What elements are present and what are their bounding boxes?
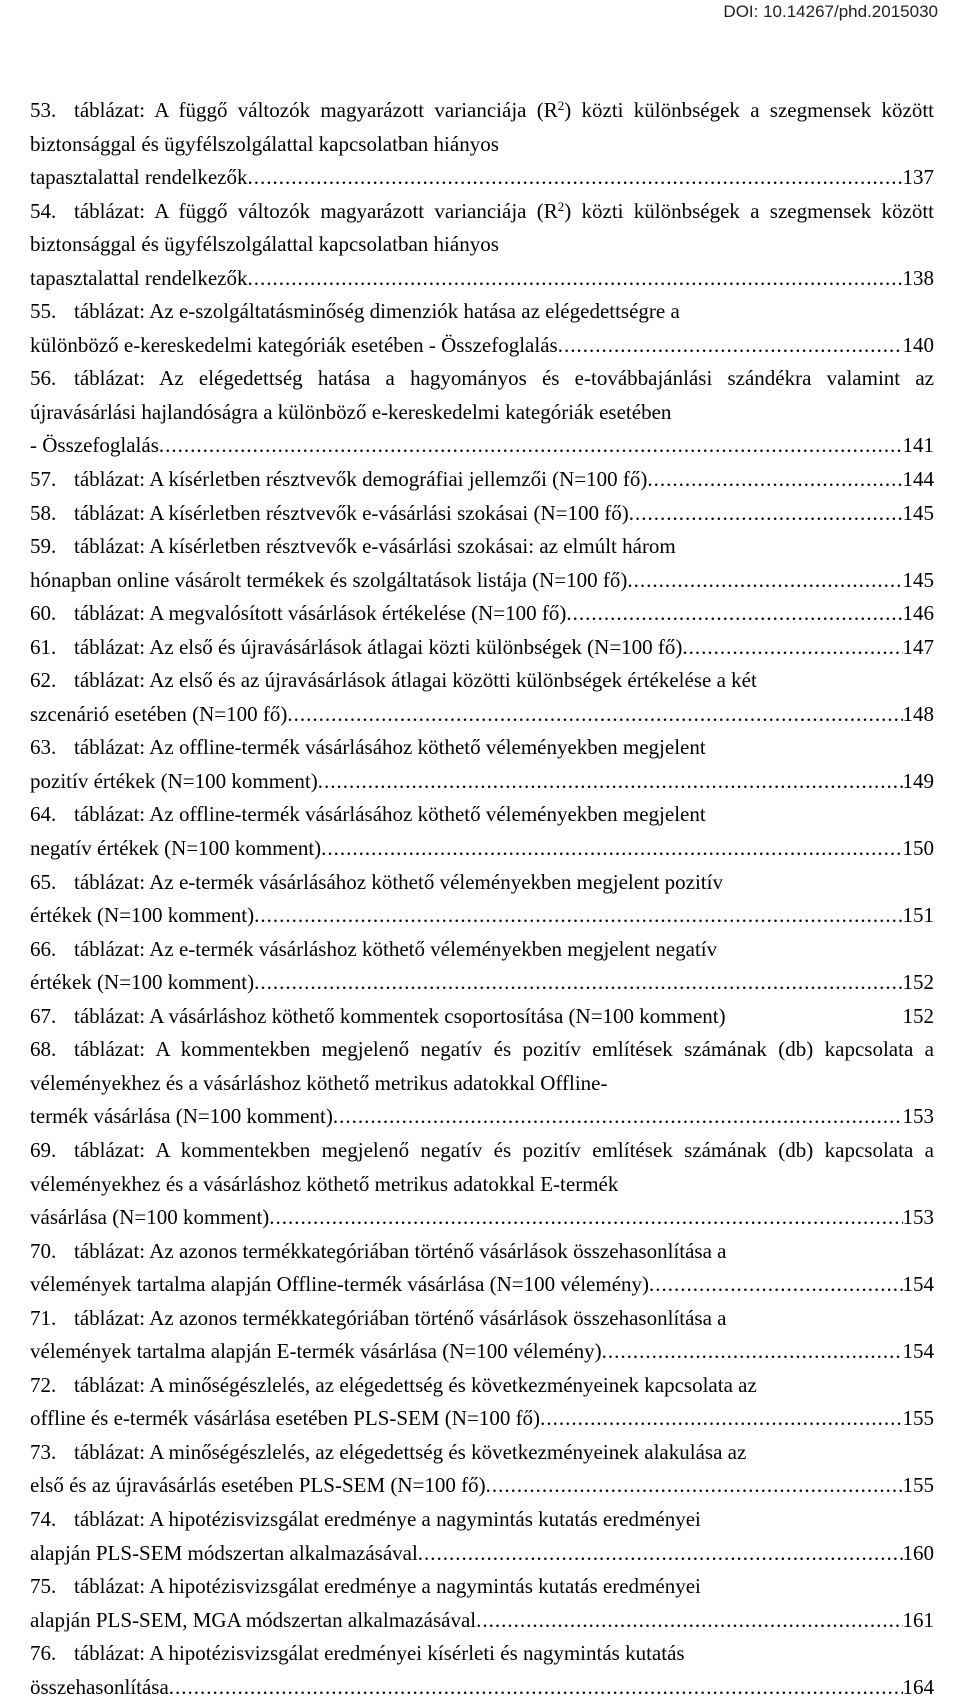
entry-last-line bbox=[30, 832, 934, 866]
entry-text: táblázat: A vásárláshoz köthető kommentek csoportosítása (N=100 komment) bbox=[74, 1003, 726, 1028]
entry-number: 67. bbox=[30, 1003, 57, 1028]
entry-text: különböző e-kereskedelmi kategóriák esetében - Összefoglalás bbox=[30, 332, 558, 357]
dot-leader bbox=[476, 1604, 902, 1638]
dot-leader bbox=[254, 899, 902, 933]
entry-last-line bbox=[30, 631, 934, 665]
entry-text: táblázat: A kísérletben résztvevők e-vásárlási szokásai: az elmúlt három bbox=[74, 534, 676, 559]
page-number[interactable]: 149 bbox=[902, 768, 934, 793]
toc-entry[interactable] bbox=[30, 1637, 934, 1704]
entry-title-end bbox=[30, 899, 254, 933]
entry-last-line bbox=[30, 1268, 934, 1302]
entry-last-line bbox=[30, 765, 934, 799]
entry-last-line bbox=[30, 1671, 934, 1704]
entry-title-end bbox=[30, 1100, 333, 1134]
entry-text: vélemények tartalma alapján Offline-termék vásárlása (N=100 vélemény) bbox=[30, 1272, 650, 1297]
entry-text: táblázat: A megvalósított vásárlások értékelése (N=100 fő) bbox=[74, 601, 567, 626]
page-number[interactable]: 154 bbox=[902, 1272, 934, 1297]
entry-number: 62. bbox=[30, 668, 57, 693]
entry-text: tapasztalattal rendelkezők bbox=[30, 165, 248, 190]
entry-text: táblázat: Az offline-termék vásárlásához köthető véleményekben megjelent bbox=[74, 735, 706, 760]
entry-text: alapján PLS-SEM módszertan alkalmazásával bbox=[30, 1540, 418, 1565]
entry-title bbox=[30, 798, 934, 832]
entry-text: táblázat: A függő változók magyarázott varianciája (R bbox=[74, 198, 558, 223]
entry-text: - Összefoglalás bbox=[30, 433, 159, 458]
dot-leader bbox=[627, 564, 902, 598]
entry-text: vásárlása (N=100 komment) bbox=[30, 1205, 270, 1230]
entry-last-line bbox=[30, 1604, 934, 1638]
page-number[interactable]: 155 bbox=[902, 1406, 934, 1431]
dot-leader bbox=[247, 161, 902, 195]
toc-entry[interactable] bbox=[30, 1235, 934, 1302]
toc-entry[interactable] bbox=[30, 1033, 934, 1134]
entry-title bbox=[30, 362, 934, 429]
entry-number: 76. bbox=[30, 1641, 57, 1666]
dot-leader bbox=[287, 698, 902, 732]
page-number[interactable]: 150 bbox=[902, 836, 934, 861]
dot-leader bbox=[159, 429, 903, 463]
entry-number: 61. bbox=[30, 634, 57, 659]
entry-text: táblázat: A függő változók magyarázott varianciája (R bbox=[74, 98, 558, 122]
dot-leader bbox=[269, 1201, 902, 1235]
entry-number: 57. bbox=[30, 467, 57, 492]
entry-number: 68. bbox=[30, 1037, 57, 1062]
entry-number: 55. bbox=[30, 299, 57, 324]
entry-title-end bbox=[30, 698, 287, 732]
entry-title bbox=[30, 866, 934, 900]
entry-last-line bbox=[30, 1469, 934, 1503]
entry-number: 69. bbox=[30, 1137, 57, 1162]
dot-leader bbox=[321, 832, 902, 866]
entry-text: táblázat: Az azonos termékkategóriában történő vásárlások összehasonlítása a bbox=[74, 1238, 727, 1263]
entry-title-end bbox=[30, 564, 627, 598]
toc-entry[interactable] bbox=[30, 530, 934, 597]
toc-entry[interactable] bbox=[30, 463, 934, 497]
entry-title bbox=[30, 1436, 934, 1470]
entry-text: szcenárió esetében (N=100 fő) bbox=[30, 701, 288, 726]
page-number[interactable]: 144 bbox=[902, 467, 934, 492]
entry-number: 66. bbox=[30, 936, 57, 961]
entry-last-line bbox=[30, 1402, 934, 1436]
entry-last-line bbox=[30, 1201, 934, 1235]
page-number[interactable]: 161 bbox=[902, 1607, 934, 1632]
page-number[interactable]: 160 bbox=[902, 1540, 934, 1565]
entry-text: táblázat: A kísérletben résztvevők demográfiai jellemzői (N=100 fő) bbox=[74, 467, 648, 492]
dot-leader bbox=[682, 631, 902, 665]
entry-title bbox=[30, 1033, 934, 1100]
dot-leader bbox=[254, 966, 902, 1000]
toc-entry[interactable] bbox=[30, 295, 934, 362]
page-number[interactable]: 146 bbox=[902, 601, 934, 626]
entry-title bbox=[30, 933, 934, 967]
toc-entry[interactable] bbox=[30, 497, 934, 531]
superscript: 2 bbox=[557, 198, 565, 214]
toc-entry[interactable] bbox=[30, 1369, 934, 1436]
entry-title bbox=[30, 1134, 934, 1201]
page-number[interactable]: 152 bbox=[902, 1003, 934, 1028]
entry-text: pozitív értékek (N=100 komment) bbox=[30, 768, 318, 793]
entry-title-end bbox=[30, 463, 647, 497]
dot-leader bbox=[540, 1402, 902, 1436]
entry-last-line bbox=[30, 698, 934, 732]
entry-number: 71. bbox=[30, 1305, 57, 1330]
entry-number: 73. bbox=[30, 1439, 57, 1464]
entry-text: táblázat: A minőségészlelés, az elégedettség és következményeinek kapcsolata az bbox=[74, 1372, 757, 1397]
toc-entry[interactable] bbox=[30, 1503, 934, 1570]
dot-leader bbox=[566, 597, 902, 631]
page-number[interactable]: 138 bbox=[902, 265, 934, 290]
toc-entry[interactable] bbox=[30, 1436, 934, 1503]
entry-number: 53. bbox=[30, 98, 57, 122]
entry-last-line bbox=[30, 463, 934, 497]
entry-title-end bbox=[30, 631, 682, 665]
entry-text: táblázat: A kísérletben résztvevők e-vásárlási szokásai (N=100 fő) bbox=[74, 500, 629, 525]
entry-title bbox=[30, 295, 934, 329]
entry-text: első és az újravásárlás esetében PLS-SEM (N=100 fő) bbox=[30, 1473, 486, 1498]
entry-text: összehasonlítása bbox=[30, 1674, 169, 1699]
entry-text: táblázat: Az első és újravásárlások átlagai közti különbségek (N=100 fő) bbox=[74, 634, 683, 659]
dot-leader bbox=[602, 1335, 903, 1369]
entry-title bbox=[30, 530, 934, 564]
entry-number: 58. bbox=[30, 500, 57, 525]
entry-title-end bbox=[30, 262, 247, 296]
entry-number: 65. bbox=[30, 869, 57, 894]
entry-title-end bbox=[30, 1402, 540, 1436]
page-number[interactable]: 155 bbox=[902, 1473, 934, 1498]
entry-text: táblázat: Az azonos termékkategóriában történő vásárlások összehasonlítása a bbox=[74, 1305, 727, 1330]
page-number[interactable]: 164 bbox=[902, 1674, 934, 1699]
entry-title-end bbox=[30, 1000, 726, 1034]
toc-entry[interactable] bbox=[30, 94, 934, 195]
superscript: 2 bbox=[557, 98, 565, 113]
entry-text: vélemények tartalma alapján E-termék vásárlása (N=100 vélemény) bbox=[30, 1339, 602, 1364]
page-number[interactable]: 148 bbox=[902, 701, 934, 726]
page-number[interactable]: 153 bbox=[902, 1205, 934, 1230]
toc-entry[interactable] bbox=[30, 597, 934, 631]
toc-entry[interactable] bbox=[30, 195, 934, 296]
entry-text: táblázat: A kommentekben megjelenő negatív és pozitív említések számának (db) kapcsolata a véleményekhez és a vásárláshoz köthető metrikus adatokkal E-termék bbox=[30, 1137, 934, 1196]
page-number[interactable]: 137 bbox=[902, 165, 934, 190]
entry-last-line bbox=[30, 429, 934, 463]
list-of-tables bbox=[30, 94, 934, 1704]
entry-title-end bbox=[30, 1335, 602, 1369]
entry-number: 54. bbox=[30, 198, 57, 223]
dot-leader bbox=[318, 765, 903, 799]
entry-number: 59. bbox=[30, 534, 57, 559]
dot-leader bbox=[649, 1268, 902, 1302]
toc-entry[interactable] bbox=[30, 1302, 934, 1369]
entry-text: hónapban online vásárolt termékek és szolgáltatások listája (N=100 fő) bbox=[30, 567, 628, 592]
entry-number: 56. bbox=[30, 366, 57, 391]
toc-entry[interactable] bbox=[30, 664, 934, 731]
entry-text: értékek (N=100 komment) bbox=[30, 970, 255, 995]
entry-text: táblázat: Az első és az újravásárlások átlagai közötti különbségek értékelése a két bbox=[74, 668, 757, 693]
entry-last-line bbox=[30, 329, 934, 363]
entry-number: 64. bbox=[30, 802, 57, 827]
entry-text: tapasztalattal rendelkezők bbox=[30, 265, 248, 290]
page-number[interactable]: 152 bbox=[902, 970, 934, 995]
dot-leader bbox=[486, 1469, 903, 1503]
entry-last-line bbox=[30, 1100, 934, 1134]
entry-last-line bbox=[30, 899, 934, 933]
entry-title bbox=[30, 94, 934, 161]
entry-last-line bbox=[30, 497, 934, 531]
entry-title bbox=[30, 731, 934, 765]
page-number[interactable]: 153 bbox=[902, 1104, 934, 1129]
entry-number: 70. bbox=[30, 1238, 57, 1263]
entry-title-end bbox=[30, 1469, 486, 1503]
entry-number: 63. bbox=[30, 735, 57, 760]
entry-number: 75. bbox=[30, 1574, 57, 1599]
page-number[interactable]: 140 bbox=[902, 332, 934, 357]
entry-title-end bbox=[30, 1671, 169, 1704]
entry-title-end bbox=[30, 497, 629, 531]
entry-title-end bbox=[30, 966, 254, 1000]
entry-text: negatív értékek (N=100 komment) bbox=[30, 836, 322, 861]
page-number[interactable]: 154 bbox=[902, 1339, 934, 1364]
toc-entry[interactable] bbox=[30, 933, 934, 1000]
entry-text: táblázat: A minőségészlelés, az elégedettség és következményeinek alakulása az bbox=[74, 1439, 747, 1464]
entry-title bbox=[30, 1302, 934, 1336]
entry-title bbox=[30, 1637, 934, 1671]
entry-text: táblázat: Az offline-termék vásárlásához köthető véleményekben megjelent bbox=[74, 802, 706, 827]
toc-entry[interactable] bbox=[30, 631, 934, 665]
doi-header: DOI: 10.14267/phd.2015030 bbox=[723, 2, 938, 21]
entry-text: ) közti különbségek a szegmensek között biztonsággal és ügyfélszolgálattal kapcsolatban hiányos bbox=[30, 98, 935, 156]
entry-last-line bbox=[30, 597, 934, 631]
entry-title-end bbox=[30, 1268, 649, 1302]
page-number[interactable]: 145 bbox=[902, 567, 934, 592]
entry-text: ) közti különbségek a szegmensek között biztonsággal és ügyfélszolgálattal kapcsolatban hiányos bbox=[30, 198, 935, 257]
toc-entry[interactable] bbox=[30, 731, 934, 798]
entry-number: 72. bbox=[30, 1372, 57, 1397]
entry-title bbox=[30, 195, 934, 262]
dot-leader bbox=[558, 329, 903, 363]
entry-title-end bbox=[30, 429, 159, 463]
entry-last-line bbox=[30, 1000, 934, 1034]
entry-title-end bbox=[30, 161, 247, 195]
entry-last-line bbox=[30, 966, 934, 1000]
entry-text: táblázat: A kommentekben megjelenő negatív és pozitív említések számának (db) kapcsolata a véleményekhez és a vásárláshoz köthető metrikus adatokkal Offline- bbox=[30, 1037, 934, 1095]
entry-title bbox=[30, 1235, 934, 1269]
entry-last-line bbox=[30, 1537, 934, 1571]
entry-title-end bbox=[30, 329, 558, 363]
entry-last-line bbox=[30, 262, 934, 296]
toc-entry[interactable] bbox=[30, 1570, 934, 1637]
entry-title-end bbox=[30, 832, 321, 866]
toc-entry[interactable] bbox=[30, 1000, 934, 1034]
entry-text: táblázat: Az elégedettség hatása a hagyományos és e-továbbajánlási szándékra valamint az újravásárlási hajlandóságra a különböző e-kereskedelmi kategóriák esetében bbox=[30, 366, 934, 424]
entry-text: offline és e-termék vásárlása esetében PLS-SEM (N=100 fő) bbox=[30, 1406, 541, 1431]
dot-leader bbox=[247, 262, 902, 296]
entry-title-end bbox=[30, 1201, 269, 1235]
dot-leader bbox=[629, 497, 903, 531]
dot-leader bbox=[169, 1671, 903, 1704]
entry-text: táblázat: Az e-termék vásárláshoz köthető véleményekben megjelent negatív bbox=[74, 936, 718, 961]
entry-last-line bbox=[30, 564, 934, 598]
page-number[interactable]: 141 bbox=[902, 433, 934, 458]
page-number[interactable]: 151 bbox=[902, 903, 934, 928]
entry-title-end bbox=[30, 1604, 476, 1638]
entry-text: alapján PLS-SEM, MGA módszertan alkalmazásával bbox=[30, 1607, 477, 1632]
entry-title-end bbox=[30, 597, 566, 631]
entry-text: táblázat: A hipotézisvizsgálat eredménye a nagymintás kutatás eredményei bbox=[74, 1574, 701, 1599]
toc-entry[interactable] bbox=[30, 1134, 934, 1235]
entry-title bbox=[30, 664, 934, 698]
entry-number: 60. bbox=[30, 601, 57, 626]
entry-text: táblázat: A hipotézisvizsgálat eredménye a nagymintás kutatás eredményei bbox=[74, 1506, 701, 1531]
dot-leader bbox=[418, 1537, 903, 1571]
entry-last-line bbox=[30, 1335, 934, 1369]
entry-number: 74. bbox=[30, 1506, 57, 1531]
entry-text: táblázat: Az e-termék vásárlásához köthető véleményekben megjelent pozitív bbox=[74, 869, 723, 894]
dot-leader bbox=[647, 463, 902, 497]
page-number[interactable]: 147 bbox=[902, 634, 934, 659]
dot-leader bbox=[333, 1100, 903, 1134]
entry-title-end bbox=[30, 765, 318, 799]
entry-last-line bbox=[30, 161, 934, 195]
entry-text: táblázat: A hipotézisvizsgálat eredményei kísérleti és nagymintás kutatás bbox=[74, 1641, 685, 1666]
entry-title bbox=[30, 1369, 934, 1403]
entry-text: értékek (N=100 komment) bbox=[30, 903, 255, 928]
entry-text: termék vásárlása (N=100 komment) bbox=[30, 1104, 333, 1129]
page-number[interactable]: 145 bbox=[902, 500, 934, 525]
toc-entry[interactable] bbox=[30, 798, 934, 865]
toc-entry[interactable] bbox=[30, 866, 934, 933]
entry-title bbox=[30, 1503, 934, 1537]
toc-entry[interactable] bbox=[30, 362, 934, 463]
entry-text: táblázat: Az e-szolgáltatásminőség dimenziók hatása az elégedettségre a bbox=[74, 299, 680, 324]
entry-title-end bbox=[30, 1537, 418, 1571]
